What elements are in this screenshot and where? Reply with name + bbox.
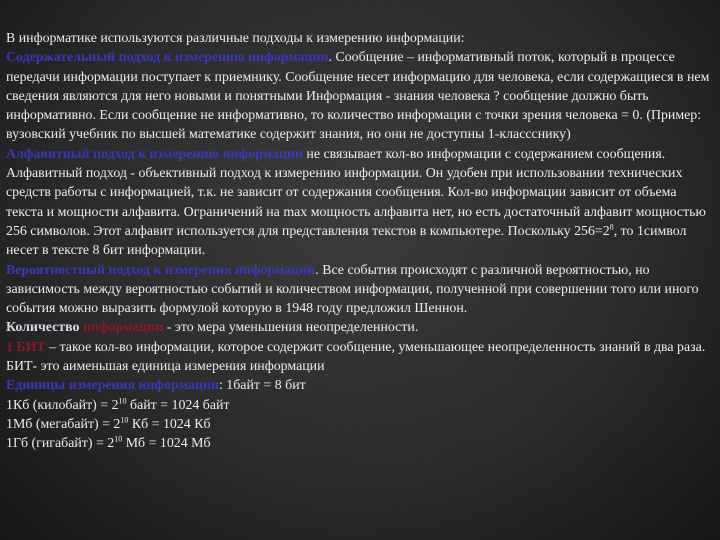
probability-approach-dot: . xyxy=(315,262,319,278)
bit-definition-text: – такое кол-во информации, которое содержит сообщение, уменьшающее неопределенность знаний в два раза. БИТ- это аименьшая единица измерения информации xyxy=(6,339,706,375)
probability-approach-text: Все события происходят с различной вероятностью, но зависимость между вероятностью событий и количеством информации, полученной при совершении того или иного события можно выразить формулой которую в 1948 году предложил Шеннон. xyxy=(6,262,699,317)
alphabet-approach-text: не связывает кол-во информации с содержанием сообщения. Алфавитный подход - объективный подход к измерению информации. Он удобен при использовании технических средств работы с информацией, т.к. не зависит от содержания сообщения. Кол-во информации зависит от объема текста и мощности алфавита. Ограничений на max мощность алфавита нет, но есть достаточный алфавит мощностью 256 символов. Этот алфавит используется для представления текстов в компьютере. Поскольку 256=2 xyxy=(6,146,706,239)
unit-kb-sup: 10 xyxy=(118,396,127,406)
unit-mb-pre: 1Мб (мегабайт) = 2 xyxy=(6,416,121,432)
bit-term xyxy=(6,340,46,355)
content-approach-text: Сообщение – информативный поток, который в процессе передачи информации поступает к приемнику. Сообщение несет информацию для человека, если содержащиеся в нем сведения являются для него новыми и понятными Информация - знания человека ? сообщение должно быть информативно. Если сообщение не информативно, то количество информации с точки зрения человека = 0. (Пример: вузовский учебник по высшей математике содержит знания, но они не доступны 1-классснику) xyxy=(6,50,710,143)
unit-mb-sup: 10 xyxy=(120,415,129,425)
unit-gb-post: Мб = 1024 Мб xyxy=(122,436,211,452)
unit-kb-pre: 1Кб (килобайт) = 2 xyxy=(6,397,119,413)
bit-definition-paragraph xyxy=(6,338,714,377)
unit-gb-pre: 1Гб (гигабайт) = 2 xyxy=(6,436,115,452)
probability-approach-paragraph xyxy=(6,261,714,319)
alphabet-approach-paragraph xyxy=(6,145,714,261)
units-text: : 1байт = 8 бит xyxy=(218,378,306,394)
unit-line-mb xyxy=(6,415,714,434)
unit-line-gb xyxy=(6,434,714,453)
alphabet-approach-term: Алфавитный подход к измерению информации xyxy=(6,146,303,162)
bit-term-text: 1 БИТ xyxy=(6,339,46,355)
units-paragraph xyxy=(6,376,714,395)
content-approach-dot: . xyxy=(328,50,332,66)
info-quantity-term xyxy=(6,320,163,335)
info-quantity-paragraph xyxy=(6,318,714,337)
intro-line: В информатике используются различные подходы к измерению информации: xyxy=(6,31,465,46)
probability-approach-term: Вероятностный подход к измерения информации xyxy=(6,262,316,278)
alphabet-approach-text-end: , то 1символ несет в тексте 8 бит информации. xyxy=(6,223,687,259)
info-quantity-text: - это мера уменьшения неопределенности. xyxy=(163,320,419,336)
power-eight-sup: 8 xyxy=(609,222,614,232)
unit-mb-post: Кб = 1024 Кб xyxy=(128,416,211,432)
content-approach-term: Содержательный подход к измерению информации xyxy=(6,50,329,66)
slide-text-block xyxy=(6,29,714,454)
unit-line-kb xyxy=(6,396,714,415)
info-quantity-term-a: Количество xyxy=(6,320,83,336)
unit-kb-post: байт = 1024 байт xyxy=(126,397,230,413)
unit-gb-sup: 10 xyxy=(114,434,123,444)
info-quantity-term-b: информации xyxy=(82,320,164,336)
units-term: Единицы измерения информации xyxy=(6,378,219,394)
content-approach-paragraph xyxy=(6,48,714,144)
